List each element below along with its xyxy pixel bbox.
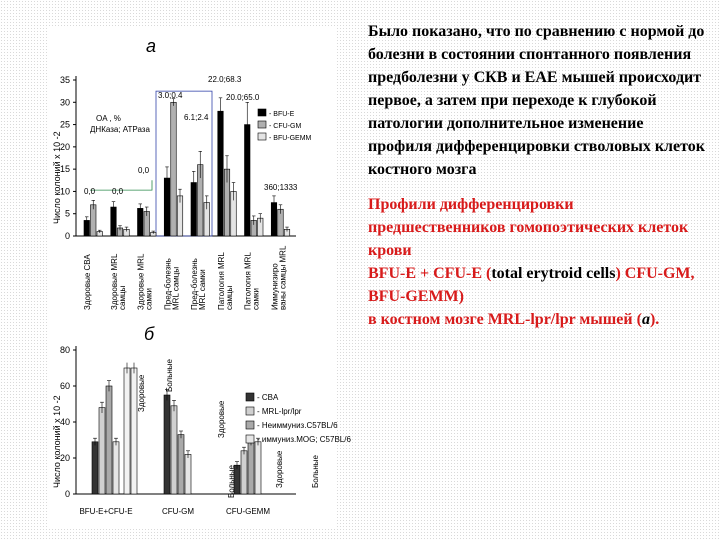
panel-a-bar xyxy=(171,102,177,236)
panel-a-category-label: Пред-болезнь xyxy=(190,258,199,310)
panel-b-bar xyxy=(248,442,254,494)
panel-b-group-label: Здоровые xyxy=(275,450,284,488)
panel-a-annotation: OA , % xyxy=(96,114,121,123)
panel-a-category-label: Пред-болезнь xyxy=(163,258,173,310)
panel-b-ytick-label: 80 xyxy=(59,345,70,355)
caption-line-2b: total erytroid cells xyxy=(491,265,616,282)
panel-a-category-label: самцы xyxy=(117,285,127,310)
panel-b-ytick-label: 20 xyxy=(59,453,70,463)
panel-b-extra-bar xyxy=(124,368,130,494)
caption-line-1: Профили дифференцировки предшественников гомопоэтических клеток крови xyxy=(368,196,689,259)
panel-b-bar xyxy=(185,454,191,494)
panel-b-ytick-label: 60 xyxy=(59,381,70,391)
panel-a-ytick-label: 35 xyxy=(59,75,70,85)
panel-b-bar xyxy=(164,395,170,494)
main-paragraph: Было показано, что по сравнению с нормой до болезни в состоянии спонтанного появления предболезни у СКВ и ЕАЕ мышей происходит первое, а затем при переходе к глубокой патологии дополнительное изменение профиля дифференцировки стволовых клеток костного мозга xyxy=(368,23,705,178)
panel-a-ytick-label: 15 xyxy=(59,164,70,175)
panel-a-category-label: самки xyxy=(251,288,261,310)
panel-a-category-label: Здоровые СВА xyxy=(83,254,92,310)
caption-line-4: в костном мозге MRL-lpr/lpr мышей ( xyxy=(368,311,642,328)
panel-b-ylabel: Число колоний х 10 -2 xyxy=(52,395,62,488)
panel-a-ytick-label: 30 xyxy=(59,97,70,108)
panel-a-ytick-label: 0 xyxy=(64,231,70,241)
panel-a-legend-swatch xyxy=(258,133,266,140)
panel-a-annotation: 360;1333 xyxy=(264,183,298,192)
panel-a-ytick-label: 20 xyxy=(59,141,70,152)
caption-line-4b: a xyxy=(641,311,650,328)
panel-b-bar xyxy=(178,435,184,494)
caption-line-4c: ). xyxy=(649,311,660,328)
panel-a-category-label: самки xyxy=(144,288,154,310)
panel-b-group-label: Больные xyxy=(165,359,174,392)
panel-a-category-label: Патология MRL xyxy=(243,252,253,310)
panel-a-ytick-label: 25 xyxy=(59,119,70,130)
panel-b-legend-label: - Неиммуниз.C57BL/6 xyxy=(257,421,338,430)
panel-a-category-label: Здоровые MRL xyxy=(136,253,146,310)
panel-b-legend-swatch xyxy=(246,407,254,415)
panel-b-category-label: BFU-E+CFU-E xyxy=(79,507,133,516)
panel-a-ytick-label: 10 xyxy=(59,186,70,197)
caption-line-3: BFU-GEMM) xyxy=(368,288,464,305)
panel-a-category-label: Патология MRL xyxy=(216,252,226,310)
panel-b-group-label: Здоровые xyxy=(217,400,226,438)
panel-b-ytick-label: 0 xyxy=(64,489,70,499)
panel-b-bar xyxy=(113,442,119,494)
panel-b-legend-swatch xyxy=(246,435,254,443)
figure-panel xyxy=(48,28,351,528)
caption-paragraph xyxy=(368,193,708,331)
panel-a-legend-label: - BFU-GEMM xyxy=(269,135,312,142)
chart-svg xyxy=(48,28,351,528)
panel-b-ytick-label: 40 xyxy=(59,417,70,427)
panel-a-category-label: MRL самцы xyxy=(171,266,181,310)
panel-b-legend-swatch xyxy=(246,393,254,401)
panel-a-annotation: 20.0;65.0 xyxy=(226,93,260,102)
panel-a-category-label: самцы xyxy=(224,285,234,310)
panel-a-annotation: 0,0 xyxy=(138,166,150,175)
panel-b-group-label: Больные xyxy=(311,455,320,488)
panel-a-label: а xyxy=(146,36,157,56)
panel-b-label: б xyxy=(144,324,155,344)
panel-a-category-label: Здоровые MRL xyxy=(109,253,119,310)
panel-b-bar xyxy=(255,442,261,494)
panel-b-bar xyxy=(92,442,98,494)
panel-b-group-label: Здоровые xyxy=(137,374,146,412)
panel-b-bar xyxy=(99,408,105,494)
panel-a-annotation: 0,0 xyxy=(84,187,96,196)
panel-b-bar xyxy=(241,451,247,494)
panel-a-annotation: ДНКаза; АТРаза xyxy=(90,125,150,134)
panel-b-legend-label: - иммуниз.MOG; C57BL/6 xyxy=(257,435,351,444)
panel-a-legend-swatch xyxy=(258,121,266,128)
panel-a-legend-label: - CFU-GM xyxy=(269,123,302,130)
panel-a-annotation: 3.0;0.4 xyxy=(158,91,183,100)
panel-a-legend-swatch xyxy=(258,109,266,116)
text-column xyxy=(368,20,708,331)
caption-line-2c: ) CFU-GM, xyxy=(615,265,695,282)
panel-a-ylabel: Число колоний х 10 -2 xyxy=(52,131,62,224)
panel-a-category-label: MRL самки xyxy=(198,269,207,310)
panel-b-legend-label: - MRL-lpr/lpr xyxy=(257,407,302,416)
panel-b-category-label: CFU-GM xyxy=(162,507,194,516)
panel-a-legend-label: - BFU-E xyxy=(269,111,295,118)
panel-a-annotation: 22.0;68.3 xyxy=(208,75,242,84)
panel-a-ytick-label: 5 xyxy=(64,208,70,219)
panel-a-category-label: Иммунизиро xyxy=(270,263,280,310)
panel-a-annotation: 0,0 xyxy=(112,187,124,196)
panel-b-legend-swatch xyxy=(246,421,254,429)
panel-b-group-label: Больные xyxy=(227,465,236,498)
panel-a-bar xyxy=(91,205,97,236)
panel-b-bar xyxy=(106,386,112,494)
panel-a-bar xyxy=(218,111,224,236)
panel-b-category-label: CFU-GEMM xyxy=(226,507,270,516)
panel-a-category-label: ваны самцы MRL xyxy=(278,245,288,310)
caption-line-2a: BFU-E + CFU-E ( xyxy=(368,265,492,282)
panel-b-legend-label: - CBA xyxy=(257,393,279,402)
panel-a-annotation: 6.1;2.4 xyxy=(184,113,209,122)
panel-b-bar xyxy=(171,406,177,494)
